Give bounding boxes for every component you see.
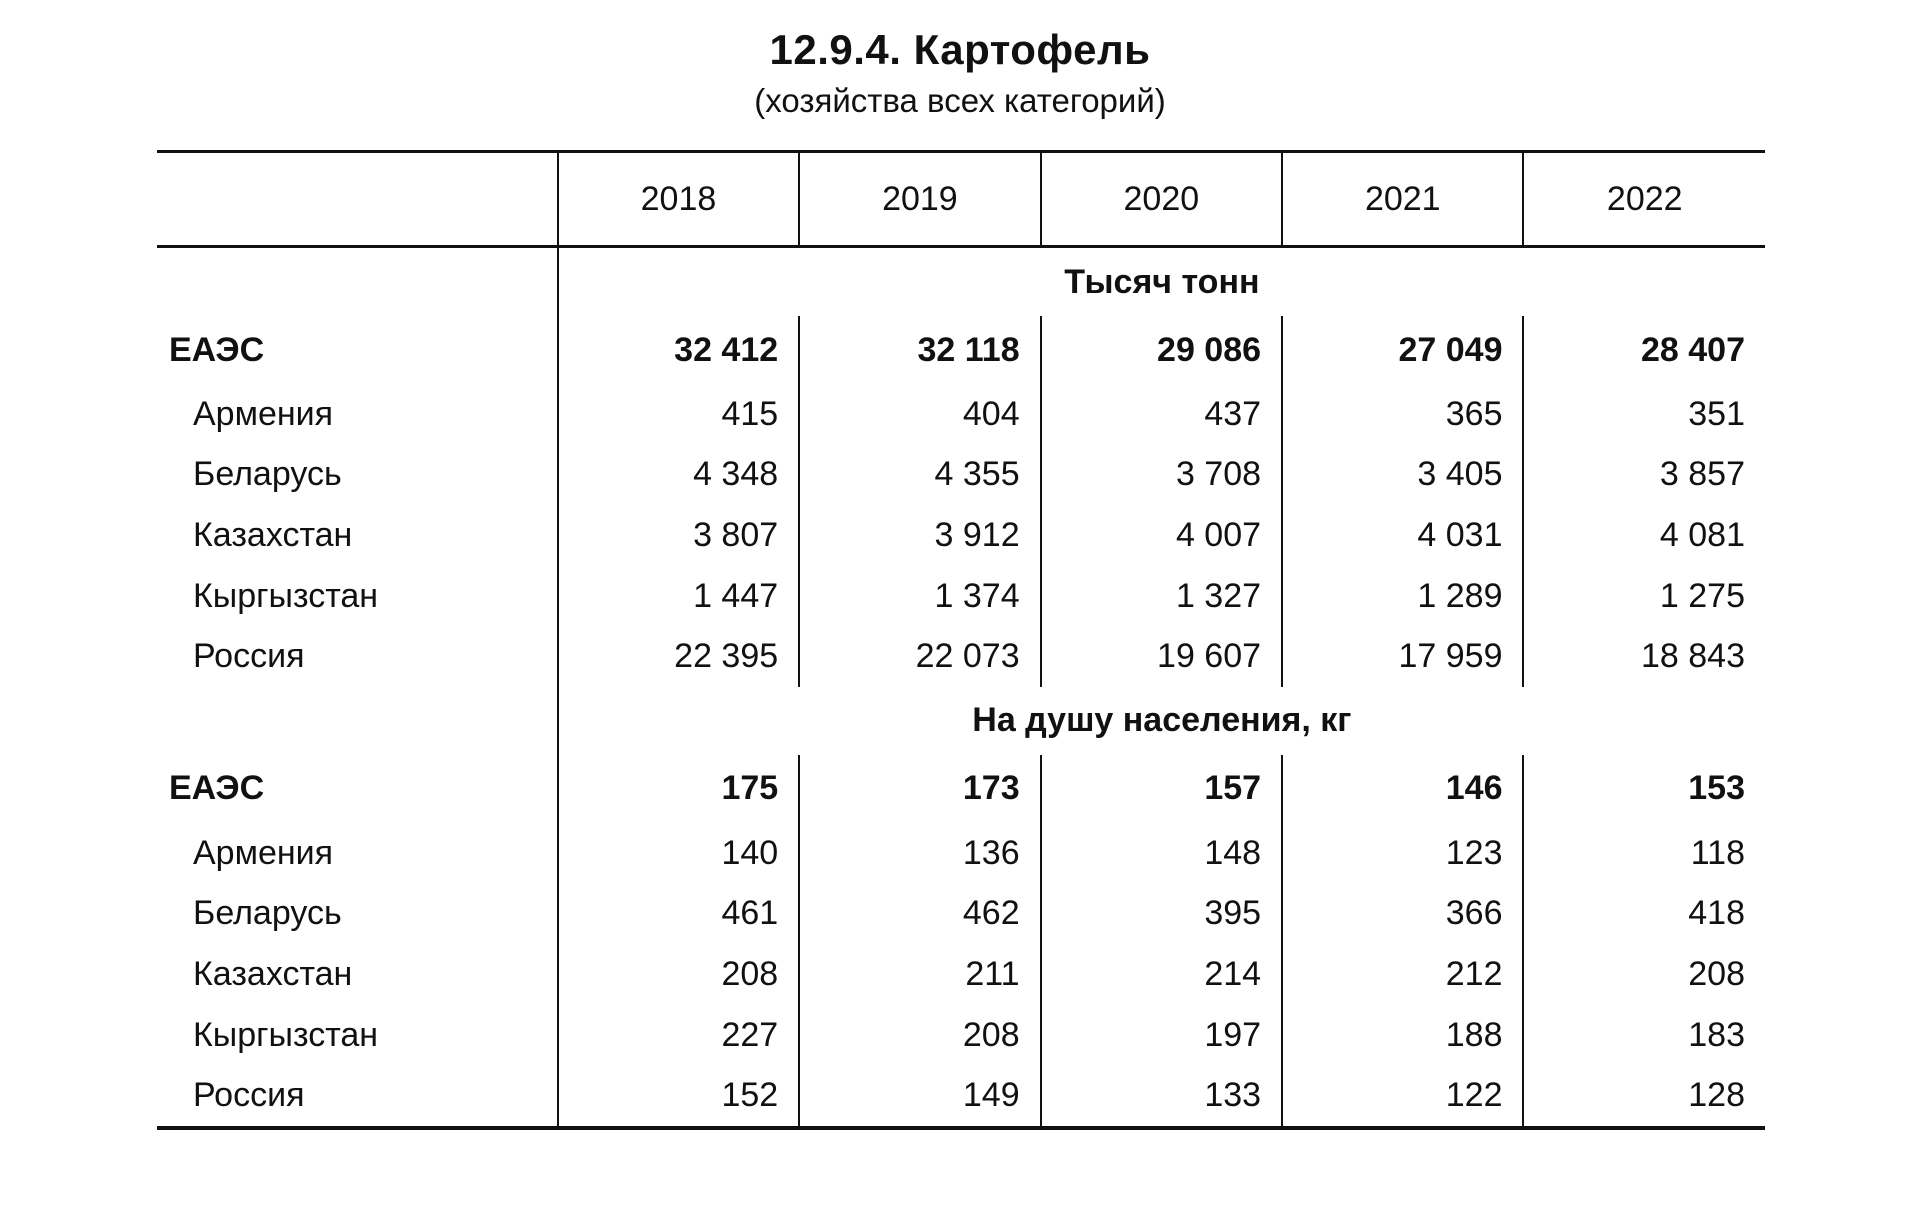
cell-value: 197 bbox=[1041, 1005, 1282, 1066]
table-row bbox=[157, 445, 1765, 506]
cell-value: 4 355 bbox=[799, 445, 1040, 506]
cell-value: 17 959 bbox=[1282, 626, 1523, 687]
cell-value: 146 bbox=[1282, 755, 1523, 823]
cell-value: 418 bbox=[1523, 884, 1765, 945]
table-row bbox=[157, 944, 1765, 1005]
section-blank-cell bbox=[157, 687, 558, 755]
potato-production-table bbox=[157, 150, 1765, 1130]
cell-value: 404 bbox=[799, 384, 1040, 445]
cell-value: 4 081 bbox=[1523, 505, 1765, 566]
cell-value: 29 086 bbox=[1041, 316, 1282, 384]
cell-value: 27 049 bbox=[1282, 316, 1523, 384]
cell-value: 22 395 bbox=[558, 626, 799, 687]
year-header: 2019 bbox=[799, 152, 1040, 247]
cell-value: 415 bbox=[558, 384, 799, 445]
year-header: 2021 bbox=[1282, 152, 1523, 247]
section-header-row bbox=[157, 687, 1765, 755]
row-label: ЕАЭС bbox=[169, 769, 265, 808]
cell-value: 3 912 bbox=[799, 505, 1040, 566]
cell-value: 128 bbox=[1523, 1065, 1765, 1128]
cell-value: 136 bbox=[799, 823, 1040, 884]
cell-value: 153 bbox=[1523, 755, 1765, 823]
cell-value: 212 bbox=[1282, 944, 1523, 1005]
row-label: Россия bbox=[193, 637, 305, 676]
cell-value: 351 bbox=[1523, 384, 1765, 445]
year-header: 2022 bbox=[1523, 152, 1765, 247]
cell-value: 462 bbox=[799, 884, 1040, 945]
table-row bbox=[157, 384, 1765, 445]
row-label: Казахстан bbox=[193, 954, 353, 993]
section-title: Тысяч тонн bbox=[558, 247, 1765, 317]
table-subtitle: (хозяйства всех категорий) bbox=[754, 82, 1166, 119]
cell-value: 140 bbox=[558, 823, 799, 884]
row-label: Россия bbox=[157, 1065, 558, 1128]
table-row bbox=[157, 1065, 1765, 1128]
row-label: Кыргызстан bbox=[193, 1015, 379, 1054]
table-row bbox=[157, 884, 1765, 945]
cell-value: 208 bbox=[558, 944, 799, 1005]
cell-value: 211 bbox=[799, 944, 1040, 1005]
cell-value: 123 bbox=[1282, 823, 1523, 884]
cell-value: 365 bbox=[1282, 384, 1523, 445]
section-title: На душу населения, кг bbox=[558, 687, 1765, 755]
row-label: Армения bbox=[193, 833, 334, 872]
cell-value: 1 374 bbox=[799, 566, 1040, 627]
cell-value: 118 bbox=[1523, 823, 1765, 884]
cell-value: 149 bbox=[799, 1065, 1040, 1128]
cell-value: 1 289 bbox=[1282, 566, 1523, 627]
cell-value: 1 447 bbox=[558, 566, 799, 627]
cell-value: 1 327 bbox=[1041, 566, 1282, 627]
cell-value: 175 bbox=[558, 755, 799, 823]
cell-value: 173 bbox=[799, 755, 1040, 823]
cell-value: 208 bbox=[799, 1005, 1040, 1066]
year-header: 2018 bbox=[558, 152, 799, 247]
row-label: Беларусь bbox=[193, 894, 342, 933]
row-label: ЕАЭС bbox=[169, 330, 265, 369]
cell-value: 188 bbox=[1282, 1005, 1523, 1066]
cell-value: 3 405 bbox=[1282, 445, 1523, 506]
cell-value: 152 bbox=[558, 1065, 799, 1128]
cell-value: 157 bbox=[1041, 755, 1282, 823]
cell-value: 122 bbox=[1282, 1065, 1523, 1128]
row-label: Беларусь bbox=[193, 455, 342, 494]
cell-value: 208 bbox=[1523, 944, 1765, 1005]
table-row bbox=[157, 1005, 1765, 1066]
cell-value: 3 857 bbox=[1523, 445, 1765, 506]
table-body bbox=[157, 247, 1765, 1128]
table-row bbox=[157, 505, 1765, 566]
cell-value: 437 bbox=[1041, 384, 1282, 445]
cell-value: 32 118 bbox=[799, 316, 1040, 384]
cell-value: 214 bbox=[1041, 944, 1282, 1005]
cell-value: 1 275 bbox=[1523, 566, 1765, 627]
table-row-total bbox=[157, 755, 1765, 823]
cell-value: 32 412 bbox=[558, 316, 799, 384]
cell-value: 227 bbox=[558, 1005, 799, 1066]
cell-value: 19 607 bbox=[1041, 626, 1282, 687]
cell-value: 3 807 bbox=[558, 505, 799, 566]
cell-value: 22 073 bbox=[799, 626, 1040, 687]
row-label: Армения bbox=[193, 394, 334, 433]
cell-value: 18 843 bbox=[1523, 626, 1765, 687]
cell-value: 366 bbox=[1282, 884, 1523, 945]
cell-value: 148 bbox=[1041, 823, 1282, 884]
cell-value: 133 bbox=[1041, 1065, 1282, 1128]
header-row bbox=[157, 152, 1765, 247]
table-row bbox=[157, 626, 1765, 687]
year-header: 2020 bbox=[1041, 152, 1282, 247]
cell-value: 183 bbox=[1523, 1005, 1765, 1066]
cell-value: 461 bbox=[558, 884, 799, 945]
cell-value: 4 348 bbox=[558, 445, 799, 506]
cell-value: 4 007 bbox=[1041, 505, 1282, 566]
section-blank-cell bbox=[157, 247, 558, 317]
header-corner-cell bbox=[157, 152, 558, 247]
row-label: Казахстан bbox=[193, 515, 353, 554]
cell-value: 28 407 bbox=[1523, 316, 1765, 384]
section-header-row bbox=[157, 247, 1765, 317]
cell-value: 3 708 bbox=[1041, 445, 1282, 506]
table-row bbox=[157, 823, 1765, 884]
cell-value: 4 031 bbox=[1282, 505, 1523, 566]
table-title: 12.9.4. Картофель bbox=[769, 26, 1151, 73]
table-row-total bbox=[157, 316, 1765, 384]
cell-value: 395 bbox=[1041, 884, 1282, 945]
row-label: Кыргызстан bbox=[193, 576, 379, 615]
table-row bbox=[157, 566, 1765, 627]
